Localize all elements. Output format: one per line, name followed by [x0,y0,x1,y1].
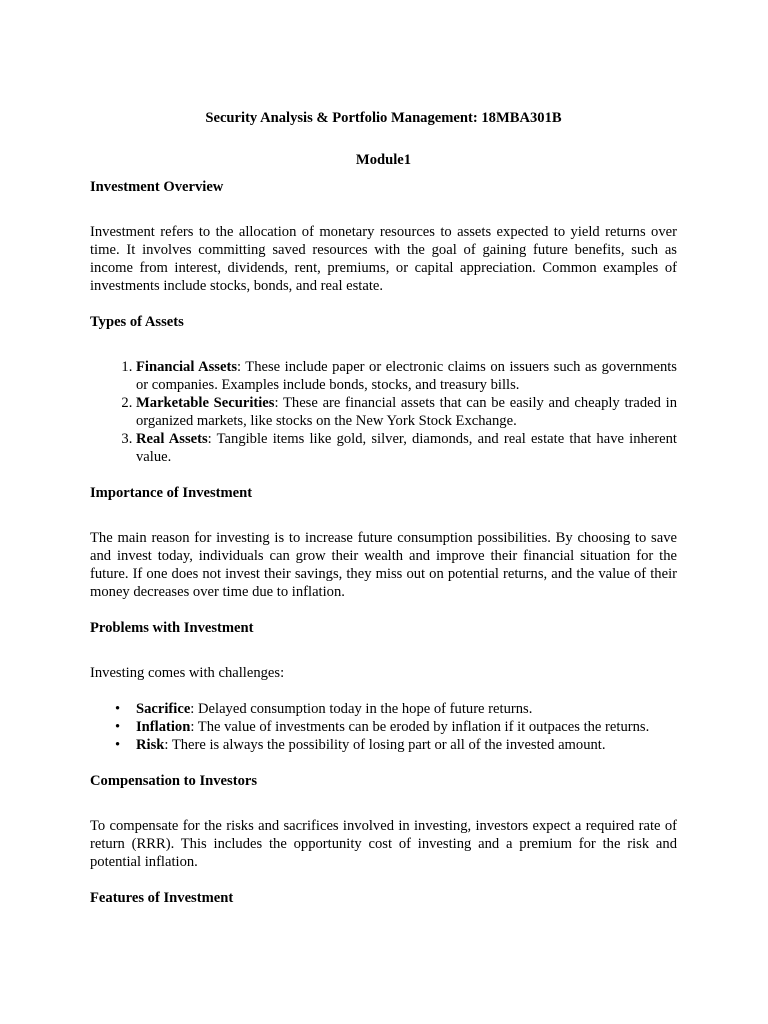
section-heading-problems: Problems with Investment [90,620,254,636]
list-item [136,430,677,466]
asset-types-list [90,358,677,466]
list-item [136,736,677,754]
list-item-term: Sacrifice [136,701,191,717]
list-item-term: Real Assets [136,431,208,447]
list-item [136,394,677,430]
importance-paragraph: The main reason for investing is to increase future consumption possibilities. By choosing to save and invest today, individuals can grow their wealth and improve their financial situation for the future. If one does not invest their savings, they miss out on potential returns, and the value of their money decreases over time due to inflation. [90,530,677,600]
list-item [136,700,677,718]
list-item-text: : Delayed consumption today in the hope of future returns. [190,701,533,717]
section-heading-overview: Investment Overview [90,179,224,195]
list-item-term: Financial Assets [136,359,237,375]
list-item-text: : Tangible items like gold, silver, diamonds, and real estate that have inherent value. [136,431,677,465]
section-heading-importance: Importance of Investment [90,485,253,501]
list-item-term: Risk [136,737,165,753]
section-heading-types: Types of Assets [90,314,184,330]
module-title: Module1 [355,152,412,168]
list-item-text: : There is always the possibility of losing part or all of the invested amount. [164,737,606,753]
list-item-text: : These are financial assets that can be easily and cheaply traded in organized markets, like stocks on the New York Stock Exchange. [136,395,677,429]
compensation-paragraph: To compensate for the risks and sacrifices involved in investing, investors expect a required rate of return (RRR). This includes the opportunity cost of investing and a premium for the risk and potential inflation. [90,818,677,870]
list-item-term: Inflation [136,719,191,735]
list-item-term: Marketable Securities [136,395,275,411]
document-title: Security Analysis & Portfolio Management: 18MBA301B [205,110,562,126]
list-item-text: : The value of investments can be eroded by inflation if it outpaces the returns. [190,719,650,735]
problems-intro: Investing comes with challenges: [90,665,285,681]
list-item [136,718,677,736]
section-heading-compensation: Compensation to Investors [90,773,258,789]
problems-list [90,700,677,754]
list-item [136,358,677,394]
section-heading-features: Features of Investment [90,890,234,906]
document-body [90,109,677,907]
overview-paragraph: Investment refers to the allocation of monetary resources to assets expected to yield returns over time. It involves committing saved resources with the goal of gaining future benefits, such as income from interest, dividends, rent, premiums, or capital appreciation. Common examples of investments include stocks, bonds, and real estate. [90,224,677,294]
list-item-text: : These include paper or electronic claims on issuers such as governments or companies. Examples include bonds, stocks, and treasury bills. [136,359,677,393]
